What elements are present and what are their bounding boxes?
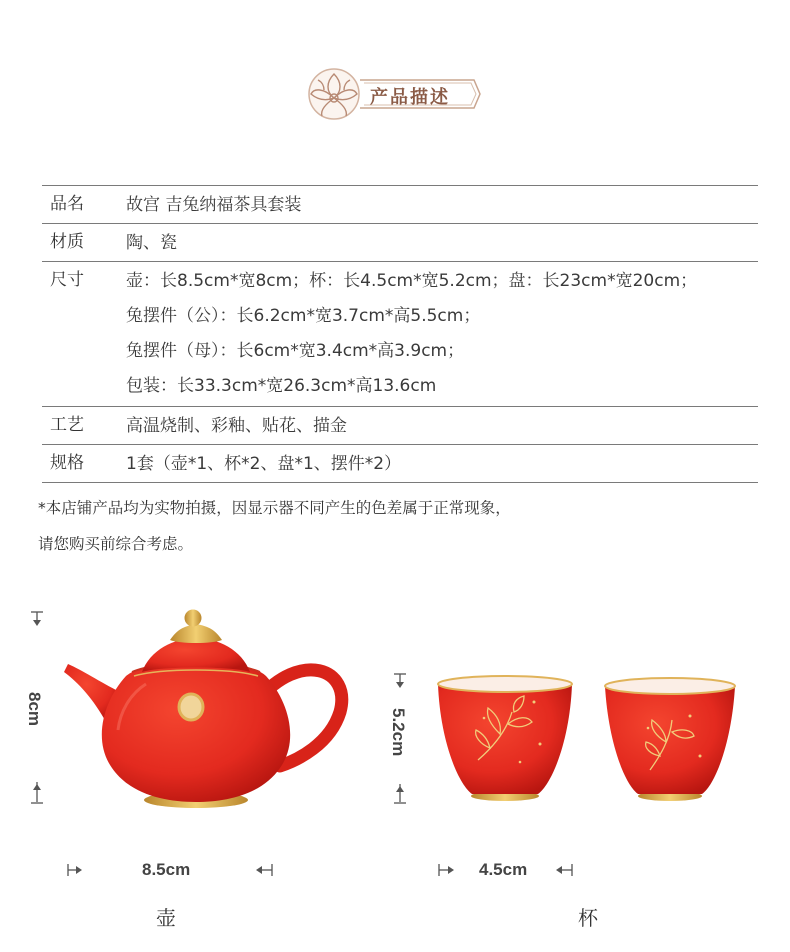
cup-width-label: 4.5cm	[479, 860, 528, 879]
teapot-width-label: 8.5cm	[142, 860, 191, 879]
teapot-image	[64, 610, 342, 809]
disclaimer-line: *本店铺产品均为实物拍摄，因显示器不同产生的色差属于正常现象，	[38, 499, 511, 517]
spec-line: 兔摆件（母）：长6cm*宽3.4cm*高3.9cm；	[126, 341, 465, 361]
spec-line: 陶、瓷	[126, 233, 177, 253]
spec-key: 材质	[50, 232, 84, 252]
spec-key: 规格	[50, 453, 84, 473]
section-title: 产品描述	[370, 87, 450, 108]
spec-line: 1套（壶*1、杯*2、盘*1、摆件*2）	[126, 454, 402, 474]
cup-height-label: 5.2cm	[389, 708, 408, 757]
cup-image-back	[605, 678, 735, 801]
spec-line: 兔摆件（公）：长6.2cm*宽3.7cm*高5.5cm；	[126, 306, 481, 326]
spec-key: 尺寸	[50, 270, 84, 290]
spec-line: 包装：长33.3cm*宽26.3cm*高13.6cm	[126, 376, 437, 396]
cup-caption: 杯	[578, 906, 598, 930]
spec-key: 工艺	[50, 415, 84, 435]
spec-line: 壶：长8.5cm*宽8cm；杯：长4.5cm*宽5.2cm；盘：长23cm*宽20cm；	[126, 271, 698, 291]
spec-line: 高温烧制、彩釉、贴花、描金	[126, 416, 347, 436]
spec-key: 品名	[50, 194, 84, 214]
teapot-height-label: 8cm	[25, 692, 44, 727]
spec-line: 故宫 吉兔纳福茶具套装	[126, 195, 302, 215]
cup-image-front	[438, 676, 572, 801]
disclaimer-line: 请您购买前综合考虑。	[38, 535, 194, 553]
teapot-caption: 壶	[156, 906, 176, 930]
